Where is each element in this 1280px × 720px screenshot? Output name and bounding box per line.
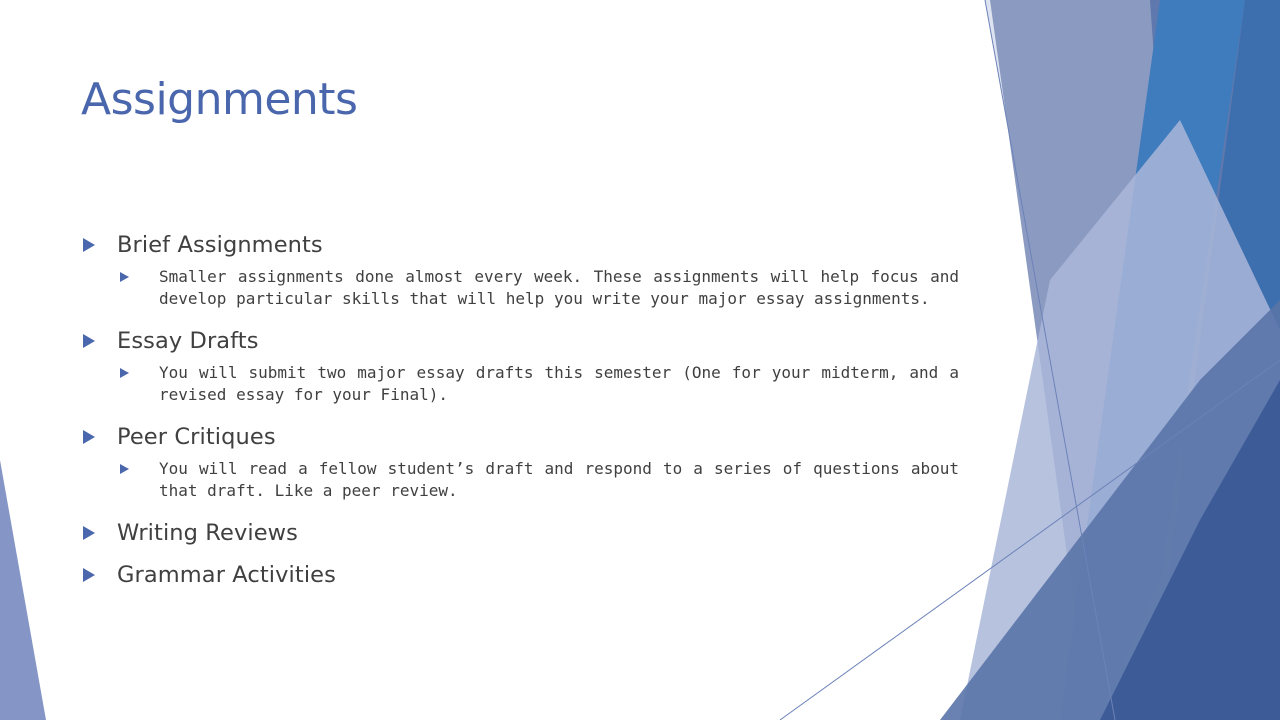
arrow-bullet-icon [120,368,129,378]
list-item [81,516,961,550]
bullet-heading-text: Grammar Activities [117,562,336,588]
bullet-heading [81,324,961,358]
arrow-bullet-icon [83,238,95,252]
arrow-bullet-icon [83,430,95,444]
list-item [81,420,961,502]
bullet-heading [81,420,961,454]
bullet-heading-text: Writing Reviews [117,520,299,546]
left-decor-strip [0,460,46,720]
bullet-heading-text: Brief Assignments [117,232,323,258]
arrow-bullet-icon [120,272,129,282]
bullet-subtext-text: Smaller assignments done almost every week. These assignments will help focus and develop particular skills that will help you write your major essay assignments. [159,267,959,308]
bullet-subtext-text: You will submit two major essay drafts this semester (One for your midterm, and a revised essay for your Final). [159,363,959,404]
page-title: Assignments [81,74,358,125]
list-item [81,324,961,406]
bullet-heading [81,516,961,550]
bullet-heading-text: Peer Critiques [117,424,276,450]
bullet-heading-text: Essay Drafts [117,328,259,354]
arrow-bullet-icon [83,526,95,540]
bullet-subtext [117,362,959,406]
bullet-heading [81,228,961,262]
list-item [81,558,961,592]
arrow-bullet-icon [120,464,129,474]
bullet-list [81,228,961,606]
bullet-subtext [117,266,959,310]
bullet-heading [81,558,961,592]
list-item [81,228,961,310]
bullet-subtext [117,458,959,502]
arrow-bullet-icon [83,334,95,348]
arrow-bullet-icon [83,568,95,582]
bullet-subtext-text: You will read a fellow student’s draft and respond to a series of questions about that draft. Like a peer review. [159,459,959,500]
